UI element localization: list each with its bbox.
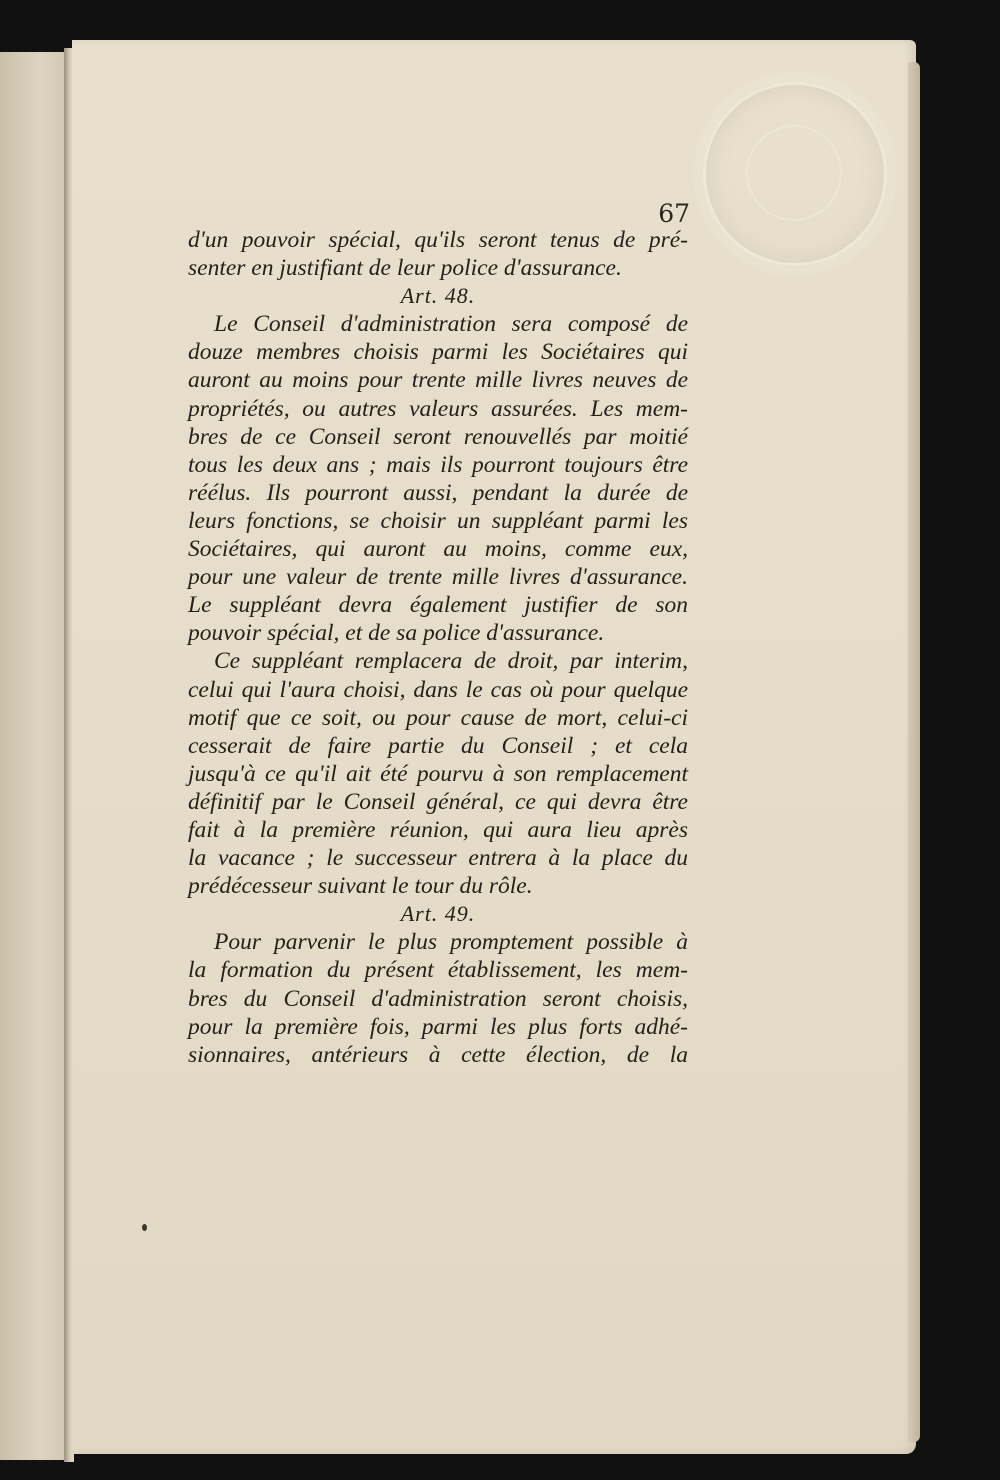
text-line: douze membres choisis parmi les Sociétaires qui: [188, 339, 688, 366]
text-line: définitif par le Conseil général, ce qui devra être: [188, 788, 688, 815]
text-line: jusqu'à ce qu'il ait été pourvu à son remplacement: [188, 760, 688, 787]
text-line: bres du Conseil d'administration seront choisis,: [188, 985, 688, 1012]
text-line: prédécesseur suivant le tour du rôle.: [188, 873, 533, 900]
text-line: fait à la première réunion, qui aura lieu après: [188, 816, 688, 843]
text-line: tous les deux ans ; mais ils pourront toujours être: [188, 451, 688, 478]
text-line: senter en justifiant de leur police d'assurance.: [188, 255, 622, 282]
text-line: d'un pouvoir spécial, qu'ils seront tenus de pré-: [188, 227, 688, 253]
page-stack-edge: [908, 62, 920, 1442]
text-line: auront au moins pour trente mille livres neuves de: [188, 367, 688, 394]
paragraph-first-line: Pour parvenir le plus promptement possible à: [214, 929, 688, 956]
text-line: la vacance ; le successeur entrera à la place du: [188, 845, 688, 872]
text-line: Le suppléant devra également justifier de son: [188, 592, 688, 619]
text-line: réélus. Ils pourront aussi, pendant la durée de: [188, 479, 688, 506]
text-line: bres de ce Conseil seront renouvellés par moitié: [188, 423, 688, 450]
page-number: 67: [658, 199, 690, 228]
article-heading: Art. 49.: [400, 901, 476, 927]
text-line: Sociétaires, qui auront au moins, comme eux,: [188, 536, 688, 563]
text-line: la formation du présent établissement, les mem-: [188, 957, 688, 984]
facing-page-edge: [0, 52, 68, 1460]
paragraph-first-line: Ce suppléant remplacera de droit, par interim,: [214, 648, 688, 675]
paper-spot: [142, 1224, 147, 1231]
text-line: pour une valeur de trente mille livres d'assurance.: [188, 564, 688, 591]
paragraph-first-line: Le Conseil d'administration sera composé de: [214, 311, 688, 338]
text-line: sionnaires, antérieurs à cette élection, de la: [188, 1041, 688, 1068]
seal-inner-ring: [746, 125, 842, 221]
text-line: propriétés, ou autres valeurs assurées. Les mem-: [188, 395, 688, 422]
embossed-seal-icon: [703, 82, 887, 266]
text-line: leurs fonctions, se choisir un suppléant parmi les: [188, 507, 688, 534]
text-line: cesserait de faire partie du Conseil ; et cela: [188, 732, 688, 759]
body-text: [188, 226, 688, 1069]
text-line: pour la première fois, parmi les plus forts adhé-: [188, 1013, 688, 1040]
text-line: motif que ce soit, ou pour cause de mort, celui-ci: [188, 704, 688, 731]
text-line: pouvoir spécial, et de sa police d'assurance.: [188, 620, 605, 647]
article-heading: Art. 48.: [400, 283, 476, 309]
text-line: celui qui l'aura choisi, dans le cas où pour quelque: [188, 676, 688, 703]
